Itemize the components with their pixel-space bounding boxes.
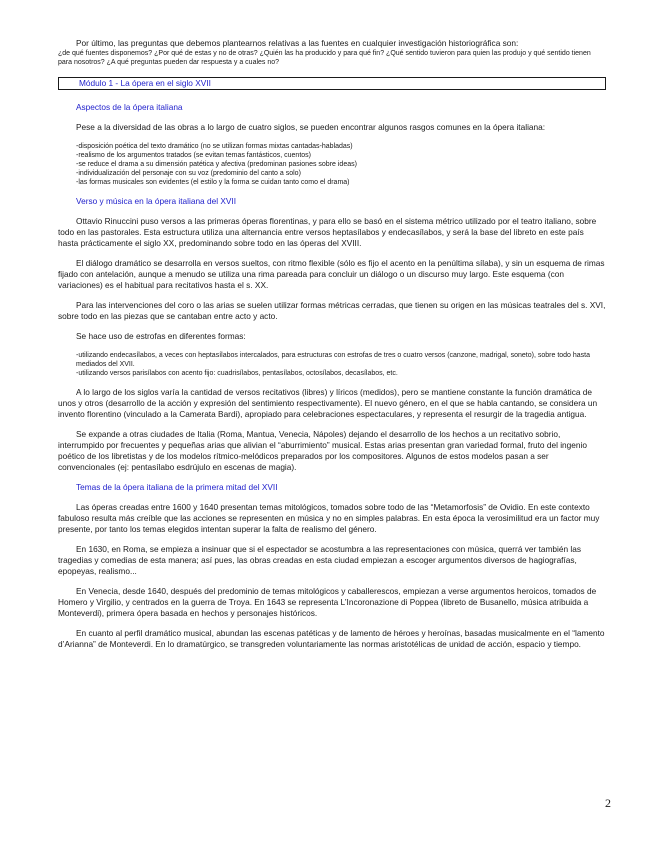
list-item: -individualización del personaje con su voz (predominio del canto a solo) — [76, 170, 301, 177]
list-item: -utilizando endecasílabos, a veces con heptasílabos intercalados, para estructuras con estrofas de tres o cuatro versos (canzone, madrigal, soneto), sobre todo hasta mediados del XVII. — [76, 352, 591, 368]
intro-line1: Por último, las preguntas que debemos plantearnos relativas a las fuentes en cualquier investigación historiográfica son: — [76, 38, 519, 48]
section-heading-verso: Verso y música en la ópera italiana del XVII — [76, 196, 237, 206]
intro-paragraph — [58, 38, 606, 49]
paragraph: Se expande a otras ciudades de Italia (Roma, Mantua, Venecia, Nápoles) dejando el desarrollo de los hechos a un recitativo sobrio, interrumpido por frecuentes y pequeñas arias que alivian el “aburrimiento” musical. Estas arias presentan gran variedad formal, fruto del ingenio poético de los libretistas y de los modelos rítmico-melódicos preparados por los compositores. Algunos de estos modelos pasan a ser convencionales (ej: pentasílabo esdrújulo en escenas de magia). — [58, 429, 587, 472]
list-item: -las formas musicales son evidentes (el estilo y la forma se cuidan tanto como el drama) — [76, 179, 350, 186]
paragraph: En 1630, en Roma, se empieza a insinuar que si el espectador se acostumbra a las representaciones con música, querrá ver también las tragedias y comedias de esta manera; así pues, las obras creadas en esta ciudad empiezan a escoger argumentos diversos de hagiografías, epopeyas, realismo... — [58, 544, 582, 576]
paragraph: Para las intervenciones del coro o las arias se suelen utilizar formas métricas cerradas, que tienen su origen en las músicas teatrales del s. XVI, sobre todo en las piezas que se cantaban entre acto y acto. — [58, 300, 606, 321]
module-title: Módulo 1 - La ópera en el siglo XVII — [79, 78, 211, 88]
paragraph: A lo largo de los siglos varía la cantidad de versos recitativos (libres) y líricos (medidos), pero se mantiene constante la función dramática de unos y otros (desarrollo de la acción y expresión del sentimiento respectivamente). El nuevo género, en el que se habla cantando, se considera un invento florentino (vinculado a la Camerata Bardi), apropiado para celebraciones espectaculares, y representa el resurgir de la tragedia antigua. — [58, 387, 598, 419]
strophe-list — [76, 351, 606, 378]
section-heading-aspectos: Aspectos de la ópera italiana — [76, 102, 183, 112]
list-item: -se reduce el drama a su dimensión patética y afectiva (predominan pasiones sobre ideas) — [76, 161, 357, 168]
list-item: -utilizando versos parisílabos con acento fijo: cuadrisílabos, pentasílabos, octosílabos, decasílabos, etc. — [76, 370, 398, 377]
features-list — [76, 142, 606, 187]
list-item: -disposición poética del texto dramático (no se utilizan formas mixtas cantadas-habladas) — [76, 143, 353, 150]
page-number: 2 — [605, 796, 611, 810]
list-item: -realismo de los argumentos tratados (se evitan temas fantásticos, cuentos) — [76, 152, 311, 159]
paragraph: Se hace uso de estrofas en diferentes formas: — [76, 331, 246, 341]
paragraph: El diálogo dramático se desarrolla en versos sueltos, con ritmo flexible (sólo es fijo el acento en la penúltima sílaba), y sin un esquema de rimas fijado con antelación, aunque a menudo se utiliza una rima pareada para concluir un diálogo o un discurso muy largo. Este esquema (con variaciones) es el habitual para recitativos hasta el s. XX. — [58, 258, 605, 290]
module-title-box — [58, 77, 606, 90]
paragraph: En Venecia, desde 1640, después del predominio de temas mitológicos y caballerescos, empiezan a verse argumentos heroicos, tomados de Homero y Virgilio, y centrados en la guerra de Troya. En 1643 se representa L’Incoronazione di Poppea (libreto de Busanello, música atribuida a Monteverdi), primera ópera basada en hechos y personajes históricos. — [58, 586, 597, 618]
document-page — [58, 38, 606, 659]
paragraph: Las óperas creadas entre 1600 y 1640 presentan temas mitológicos, tomados sobre todo de las “Metamorfosis” de Ovidio. En este contexto fabuloso resulta más creíble que las acciones se representen en música y no en simples palabras. En esta época la verosimilitud era un factor muy presente, por tanto los temas elegidos intentan superar la falta de realismo del género. — [58, 502, 600, 534]
section-heading-temas: Temas de la ópera italiana de la primera mitad del XVII — [76, 482, 278, 492]
paragraph: Pese a la diversidad de las obras a lo largo de cuatro siglos, se pueden encontrar algunos rasgos comunes en la ópera italiana: — [76, 122, 546, 132]
paragraph: En cuanto al perfil dramático musical, abundan las escenas patéticas y de lamento de héroes y heroínas, basadas musicalmente en el “lamento d’Arianna” de Monteverdi. En lo dramatúrgico, se transgreden voluntariamente las normas aristotélicas de unidad de acción, espacio y tiempo. — [58, 628, 605, 649]
paragraph: Ottavio Rinuccini puso versos a las primeras óperas florentinas, y para ello se basó en el sistema métrico utilizado por el teatro italiano, sobre todo en las pastorales. Esta estructura utiliza una alternancia entre versos heptasílabos y endecasílabos, y será la base del libreto en este país hasta prácticamente el siglo XX, predominando sobre todo en las óperas del XVIII. — [58, 216, 597, 248]
intro-questions: ¿de qué fuentes disponemos? ¿Por qué de estas y no de otras? ¿Quién las ha producido y para qué fin? ¿Qué sentido tuvieron para quien las produjo y qué sentido tienen para nosotros? ¿A qué preguntas pueden dar respuesta y a cuales no? — [58, 50, 591, 66]
